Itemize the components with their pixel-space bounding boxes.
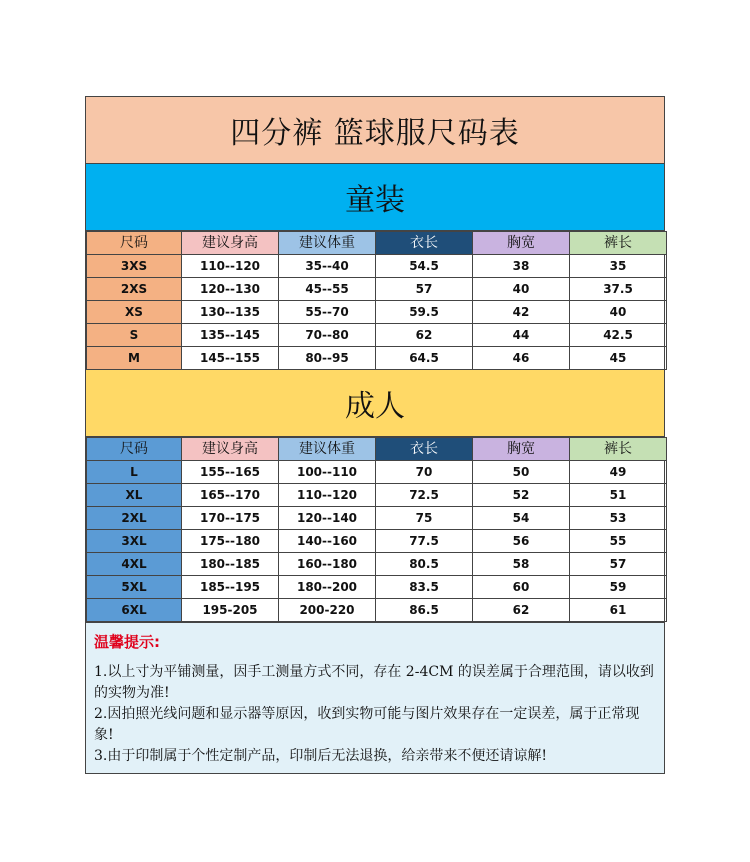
table-cell: 40 — [473, 278, 570, 301]
table-row — [87, 530, 667, 553]
table-cell: 80--95 — [279, 347, 376, 370]
table-cell: 50 — [473, 461, 570, 484]
table-cell: 185--195 — [182, 576, 279, 599]
table-cell: 42.5 — [570, 324, 667, 347]
table-row — [87, 347, 667, 370]
table-cell: 62 — [376, 324, 473, 347]
table-cell: 140--160 — [279, 530, 376, 553]
table-cell: 100--110 — [279, 461, 376, 484]
table-cell: 45--55 — [279, 278, 376, 301]
column-header: 建议身高 — [182, 438, 279, 461]
table-cell: 70--80 — [279, 324, 376, 347]
column-header: 建议体重 — [279, 232, 376, 255]
column-header: 裤长 — [570, 232, 667, 255]
table-cell: 38 — [473, 255, 570, 278]
table-row — [87, 599, 667, 622]
table-header-row — [87, 438, 667, 461]
notes-title: 温馨提示: — [94, 633, 160, 651]
adult-section-header: 成人 — [86, 370, 664, 437]
table-cell: 54.5 — [376, 255, 473, 278]
column-header: 尺码 — [87, 438, 182, 461]
table-row — [87, 324, 667, 347]
size-cell: 4XL — [87, 553, 182, 576]
table-cell: 55 — [570, 530, 667, 553]
table-cell: 56 — [473, 530, 570, 553]
table-cell: 51 — [570, 484, 667, 507]
table-cell: 44 — [473, 324, 570, 347]
table-cell: 72.5 — [376, 484, 473, 507]
table-cell: 59.5 — [376, 301, 473, 324]
table-cell: 75 — [376, 507, 473, 530]
table-header-row — [87, 232, 667, 255]
table-cell: 80.5 — [376, 553, 473, 576]
column-header: 胸宽 — [473, 232, 570, 255]
kids-section-header: 童装 — [86, 164, 664, 231]
size-cell: 5XL — [87, 576, 182, 599]
table-cell: 45 — [570, 347, 667, 370]
table-row — [87, 255, 667, 278]
table-cell: 70 — [376, 461, 473, 484]
table-cell: 37.5 — [570, 278, 667, 301]
table-row — [87, 278, 667, 301]
size-chart — [85, 96, 665, 774]
table-cell: 130--135 — [182, 301, 279, 324]
table-cell: 59 — [570, 576, 667, 599]
size-cell: XL — [87, 484, 182, 507]
table-cell: 53 — [570, 507, 667, 530]
table-cell: 165--170 — [182, 484, 279, 507]
table-cell: 180--185 — [182, 553, 279, 576]
note-item: 3.由于印制属于个性定制产品，印制后无法退换，给亲带来不便还请谅解! — [94, 748, 547, 764]
column-header: 建议体重 — [279, 438, 376, 461]
table-cell: 110--120 — [182, 255, 279, 278]
table-cell: 46 — [473, 347, 570, 370]
table-cell: 135--145 — [182, 324, 279, 347]
table-cell: 42 — [473, 301, 570, 324]
table-cell: 155--165 — [182, 461, 279, 484]
column-header: 裤长 — [570, 438, 667, 461]
table-cell: 170--175 — [182, 507, 279, 530]
table-cell: 49 — [570, 461, 667, 484]
table-cell: 175--180 — [182, 530, 279, 553]
chart-title: 四分裤 篮球服尺码表 — [86, 97, 664, 164]
table-cell: 60 — [473, 576, 570, 599]
table-cell: 120--130 — [182, 278, 279, 301]
kids-size-table — [86, 231, 667, 370]
adult-size-table — [86, 437, 667, 622]
column-header: 衣长 — [376, 232, 473, 255]
table-cell: 64.5 — [376, 347, 473, 370]
note-item: 1.以上寸为平铺测量，因手工测量方式不同，存在 2-4CM 的误差属于合理范围，请以收到的实物为准! — [94, 664, 654, 701]
table-cell: 120--140 — [279, 507, 376, 530]
table-cell: 57 — [570, 553, 667, 576]
table-row — [87, 507, 667, 530]
table-cell: 77.5 — [376, 530, 473, 553]
table-cell: 35--40 — [279, 255, 376, 278]
table-cell: 54 — [473, 507, 570, 530]
size-cell: L — [87, 461, 182, 484]
table-cell: 40 — [570, 301, 667, 324]
table-cell: 200-220 — [279, 599, 376, 622]
table-cell: 145--155 — [182, 347, 279, 370]
size-cell: 6XL — [87, 599, 182, 622]
size-cell: XS — [87, 301, 182, 324]
table-cell: 57 — [376, 278, 473, 301]
column-header: 胸宽 — [473, 438, 570, 461]
table-row — [87, 461, 667, 484]
note-item: 2.因拍照光线问题和显示器等原因，收到实物可能与图片效果存在一定误差，属于正常现象! — [94, 706, 640, 743]
table-cell: 58 — [473, 553, 570, 576]
table-cell: 55--70 — [279, 301, 376, 324]
table-cell: 86.5 — [376, 599, 473, 622]
size-cell: M — [87, 347, 182, 370]
table-cell: 35 — [570, 255, 667, 278]
table-row — [87, 553, 667, 576]
table-row — [87, 301, 667, 324]
table-cell: 62 — [473, 599, 570, 622]
table-cell: 110--120 — [279, 484, 376, 507]
table-cell: 61 — [570, 599, 667, 622]
table-cell: 83.5 — [376, 576, 473, 599]
table-cell: 160--180 — [279, 553, 376, 576]
notes-panel — [86, 622, 664, 773]
size-cell: 3XL — [87, 530, 182, 553]
size-cell: S — [87, 324, 182, 347]
column-header: 衣长 — [376, 438, 473, 461]
table-cell: 52 — [473, 484, 570, 507]
size-cell: 2XL — [87, 507, 182, 530]
size-cell: 2XS — [87, 278, 182, 301]
column-header: 建议身高 — [182, 232, 279, 255]
table-cell: 195-205 — [182, 599, 279, 622]
table-row — [87, 484, 667, 507]
size-cell: 3XS — [87, 255, 182, 278]
table-cell: 180--200 — [279, 576, 376, 599]
table-row — [87, 576, 667, 599]
column-header: 尺码 — [87, 232, 182, 255]
